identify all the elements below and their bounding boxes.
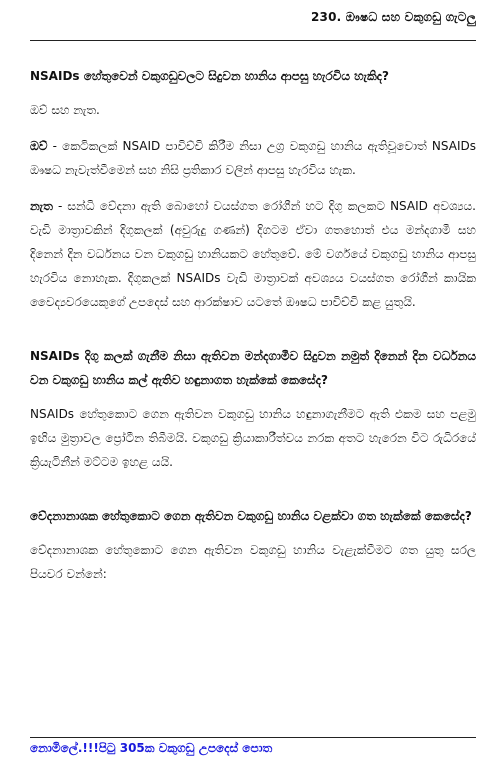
section-1-short-answer: ඔව් සහ නැත. bbox=[30, 103, 100, 117]
footer-promo-text: නොමිලේ.!!!පිටු 305ක වකුගඩු උපදෙස් පොත bbox=[30, 741, 273, 755]
no-label: නැත bbox=[30, 199, 53, 213]
header-divider bbox=[30, 40, 476, 41]
section-3-answer: වේදනානාශක හේතුකොට ගෙන ඇතිවන වකුගඩු හානිය වැළැක්වීමට ගත යුතු සරල පියවර වන්නේ: bbox=[30, 543, 476, 581]
yes-label: ඔව් bbox=[30, 139, 48, 153]
no-text: - සන්ධි වේදනා ඇති බොහෝ වයස්ගත රෝගීන් හට දිගු කලකට NSAID අවශ්‍යය. වැඩි මාත්‍රාවකින් දිගුකලක් (අවුරුදු ගණන්) දිගටම ඒවා ගතහොත් එය මන්දගාමී සහ දිනෙන් දින වර්ධනය වන වකුගඩු හානියකට හේතුවේ. මේ වර්ගයේ වකුගඩු හානිය ආපසු හැරවිය නොහැක. දිගුකලක් NSAIDs වැඩි මාත්‍රාවක් අවශ්‍යය වයස්ගත රෝගීන් කායික වෛද්‍යවරයෙකුගේ උපදෙස් සහ ආරක්ෂාව යටතේ ඖෂධ පාවිච්චි කළ යුතුයි. bbox=[30, 199, 476, 309]
section-1-question: NSAIDs හේතුවෙන් වකුගඩුවලට සිදුවන හානිය ආපසු හැරවිය හැකිද? bbox=[30, 69, 389, 83]
page-header-title: 230. ඖෂධ සහ වකුගඩු ගැටලු bbox=[310, 10, 476, 24]
footer-divider bbox=[30, 737, 476, 738]
page-content bbox=[30, 64, 476, 598]
yes-text: - කෙටිකලක් NSAID පාවිච්චි කිරීම නිසා උග්‍ර වකුගඩු හානිය ඇතිවූවොත් NSAIDs ඖෂධ නැවැත්වීමෙන් සහ නිසි ප්‍රතිකාර වලින් ආපසු හැරවිය හැක. bbox=[30, 139, 476, 177]
section-1-yes-paragraph bbox=[30, 134, 476, 182]
section-3-question: වේදනානාශක හේතුකොට ගෙන ඇතිවන වකුගඩු හානිය වළක්වා ගත හැක්කේ කෙසේද? bbox=[30, 509, 472, 523]
section-spacer bbox=[30, 486, 476, 504]
section-1-no-paragraph bbox=[30, 194, 476, 314]
section-2-answer: NSAIDs හේතුකොට ගෙන ඇතිවන වකුගඩු හානිය හඳුනාගැනීමට ඇති එකම සහ පළමු ඉඟිය මුත්‍රාවල ප්‍රෝටීන තිබීමයි. වකුගඩු ක්‍රියාකාරීත්වය නරක අතට හැරෙන විට රුධිරයේ ක්‍රියැටිනීන් මට්ටම ඉහළ යයි. bbox=[30, 407, 476, 469]
section-spacer bbox=[30, 326, 476, 344]
section-2-question: NSAIDs දිගු කලක් ගැනීම නිසා ඇතිවන මන්දගාමීව සිදුවන නමුත් දිනෙන් දින වර්ධනය වන වකුගඩු හානිය කල් ඇතිව හඳුනාගත හැක්කේ කෙසේද? bbox=[30, 349, 476, 387]
